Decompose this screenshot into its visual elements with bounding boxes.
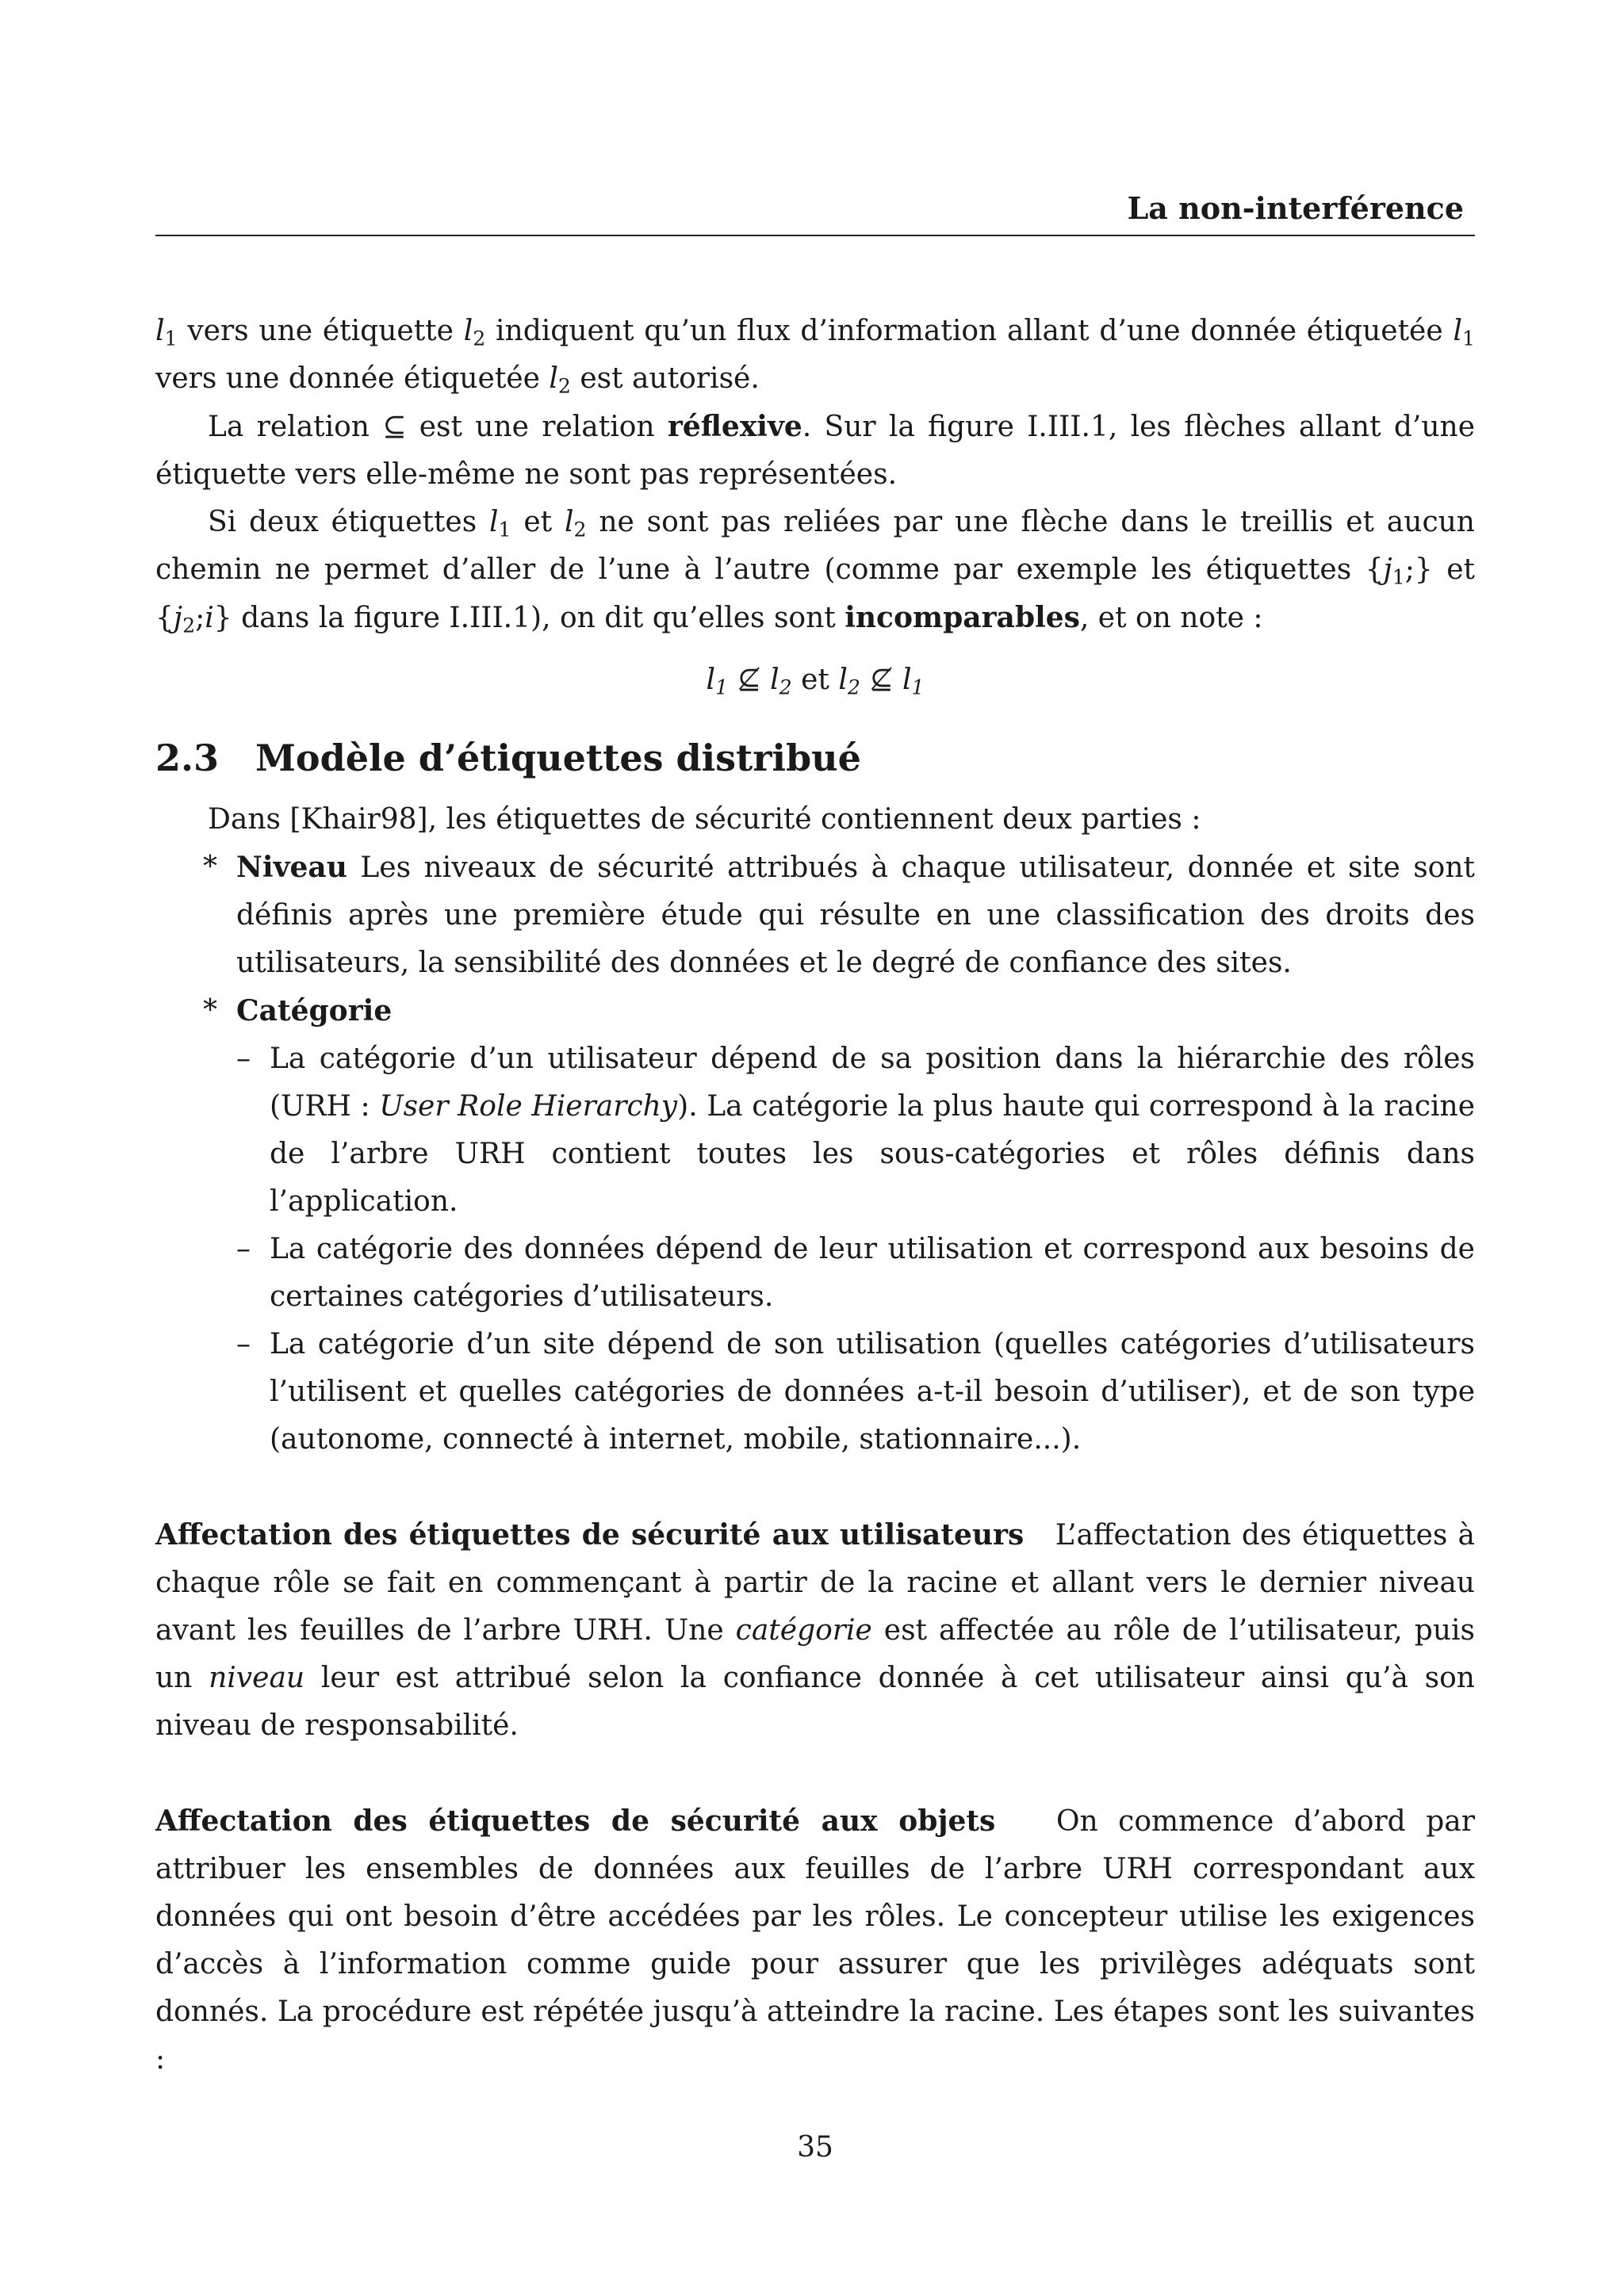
sublist-item-user (236, 1035, 1475, 1226)
text-run: , et on note : (1079, 602, 1263, 634)
bold-term: incomparables (845, 601, 1080, 634)
math-var: l (902, 664, 912, 696)
run-in-heading: Affectation des étiquettes de sécurité aux utilisateurs (155, 1518, 1025, 1552)
math-var: l (706, 664, 716, 696)
paragraph-intro: Dans [Khair98], les étiquettes de sécurité contiennent deux parties : (208, 803, 1201, 836)
text-run: La catégorie d’un utilisateur dépend de sa position dans la hiérarchie des rôles (URH : (270, 1043, 1475, 1123)
math-subscript: 2 (573, 518, 587, 541)
bold-term: réflexive (667, 410, 802, 443)
italic-term: catégorie (735, 1614, 872, 1647)
text-run: ;} et { (155, 553, 1475, 634)
running-header-title: La non-interférence (1127, 190, 1464, 226)
list-item-label: Niveau (236, 851, 347, 884)
paragraph-continuation (155, 308, 1475, 403)
section-number: 2.3 (155, 737, 220, 779)
math-subscript: 1 (1461, 327, 1475, 350)
display-formula (155, 656, 1475, 704)
list-item-categorie (155, 987, 1475, 1464)
math-subscript: 2 (473, 327, 486, 350)
text-run: } dans la figure I.III.1), on dit qu’elles sont (213, 602, 845, 634)
text-run: ; (195, 602, 205, 634)
page-number: 35 (797, 2131, 833, 2164)
document-page (155, 0, 1475, 2296)
section-title: Modèle d’étiquettes distribué (255, 737, 861, 779)
list-dash: – (236, 1233, 251, 1265)
math-var: l (564, 506, 574, 538)
list-bullet: * (203, 994, 217, 1027)
math-subscript: 2 (779, 675, 792, 699)
page-footer (155, 2131, 1475, 2164)
paragraph-reflexive (155, 403, 1475, 499)
math-var: l (1453, 315, 1462, 347)
sublist-item-site (236, 1321, 1475, 1464)
math-var: l (463, 315, 473, 347)
text-run: La catégorie d’un site dépend de son utilisation (quelles catégories d’utilisateurs l’utilisent et quelles catégories de données a-t-il besoin d’utiliser), et de son type (autonome, connecté à internet, mobile, stationnaire...). (270, 1328, 1475, 1456)
math-subscript: 1 (715, 675, 729, 699)
text-run: L’affectation des étiquettes à chaque rôle se fait en commençant à partir de la racine et allant vers le dernier niveau avant les feuilles de l’arbre URH. Une (155, 1519, 1475, 1647)
math-subscript: 1 (498, 518, 511, 541)
section-heading (155, 734, 1475, 782)
math-subscript: 1 (911, 675, 925, 699)
text-run: La relation ⊆ est une relation (208, 411, 668, 443)
running-header (155, 186, 1475, 236)
text-run: Si deux étiquettes (208, 506, 489, 538)
math-subscript: 1 (164, 327, 178, 350)
text-run: ne sont pas reliées par une flèche dans le treillis et aucun chemin ne permet d’aller de l’une à l’autre (comme par exemple les étiquettes { (155, 506, 1475, 586)
sublist-item-data (236, 1226, 1475, 1321)
text-run: vers une donnée étiquetée (155, 362, 550, 395)
italic-term: User Role Hierarchy (379, 1090, 678, 1123)
label-parts-list (155, 844, 1475, 1464)
math-var: l (838, 664, 848, 696)
text-run: et (511, 506, 565, 538)
math-subscript: 2 (182, 614, 196, 637)
paragraph-incomparable (155, 499, 1475, 642)
text-run: est autorisé. (570, 362, 760, 395)
math-var: l (489, 506, 499, 538)
math-operator: ⊈ (728, 664, 771, 696)
text-run: leur est attribué selon la confiance donnée à cet utilisateur ainsi qu’à son niveau de responsabilité. (155, 1662, 1475, 1742)
math-operator: ⊈ (860, 664, 902, 696)
category-sublist (236, 1035, 1475, 1464)
math-var: j (173, 602, 183, 634)
list-item-label: Catégorie (236, 994, 393, 1027)
list-bullet: * (203, 851, 217, 883)
math-var: l (549, 362, 558, 395)
text-run: indiquent qu’un flux d’information allant d’une donnée étiquetée (485, 315, 1454, 347)
run-in-heading: Affectation des étiquettes de sécurité aux objets (155, 1804, 996, 1838)
list-item-text: Les niveaux de sécurité attribués à chaque utilisateur, donnée et site sont définis après une première étude qui résulte en une classification des droits des utilisateurs, la sensibilité des données et le degré de confiance des sites. (236, 851, 1475, 979)
formula-conjunction: et (791, 664, 839, 696)
math-var: l (155, 315, 165, 347)
list-dash: – (236, 1043, 251, 1075)
list-dash: – (236, 1328, 251, 1360)
paragraph-assign-objects (155, 1797, 1475, 2084)
math-var: l (770, 664, 779, 696)
text-run: La catégorie des données dépend de leur utilisation et correspond aux besoins de certaines catégories d’utilisateurs. (270, 1233, 1475, 1313)
text-run: est affectée au rôle de l’utilisateur, puis un (155, 1614, 1475, 1694)
text-run: vers une étiquette (177, 315, 464, 347)
paragraph-assign-users (155, 1511, 1475, 1750)
italic-term: niveau (209, 1662, 305, 1694)
page-body (155, 308, 1475, 2084)
text-run: . Sur la figure I.III.1, les flèches allant d’une étiquette vers elle-même ne sont pas représentées. (155, 411, 1475, 491)
math-subscript: 2 (847, 675, 860, 699)
math-subscript: 2 (557, 374, 571, 398)
list-item-niveau (155, 844, 1475, 987)
math-var: j (1383, 553, 1392, 586)
text-run: ). La catégorie la plus haute qui correspond à la racine de l’arbre URH contient toutes les sous-catégories et rôles définis dans l’application. (270, 1090, 1476, 1218)
math-var: i (205, 602, 214, 634)
text-run: On commence d’abord par attribuer les ensembles de données aux feuilles de l’arbre URH correspondant aux données qui ont besoin d’être accédées par les rôles. Le concepteur utilise les exigences d’accès à l’information comme guide pour assurer que les privilèges adéquats sont donnés. La procédure est répétée jusqu’à atteindre la racine. Les étapes sont les suivantes : (155, 1805, 1475, 2076)
math-subscript: 1 (1392, 565, 1405, 589)
